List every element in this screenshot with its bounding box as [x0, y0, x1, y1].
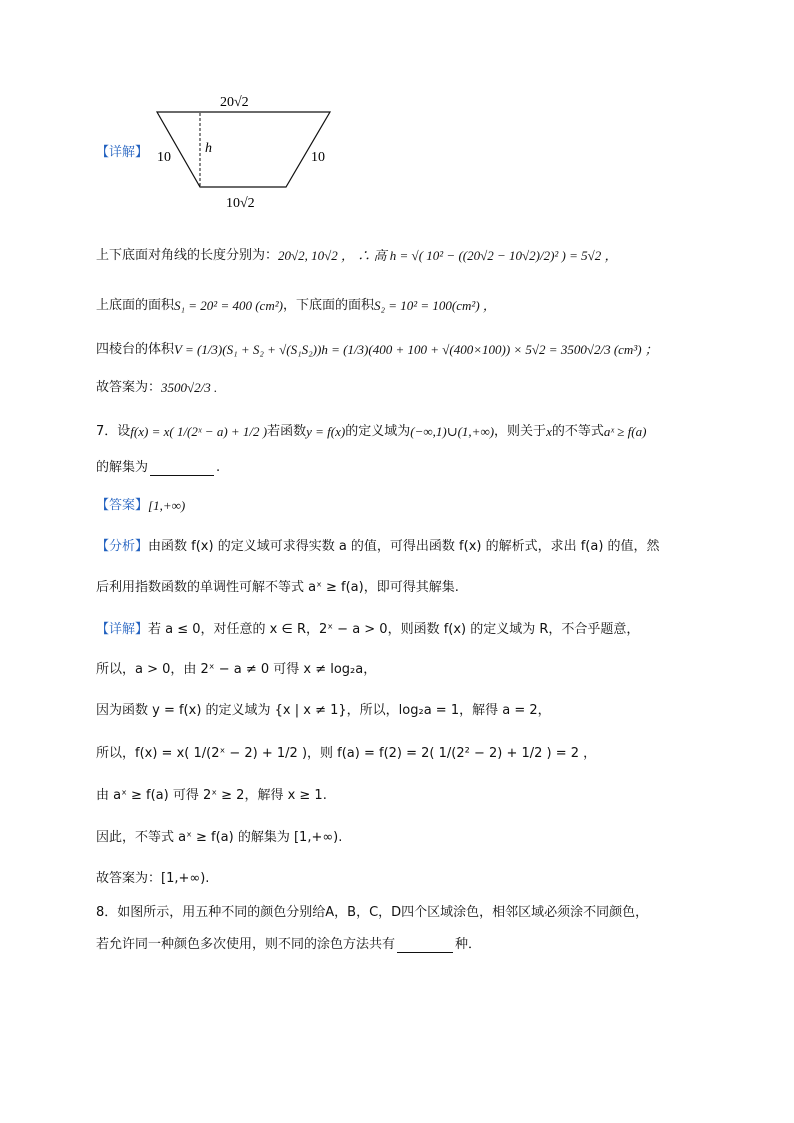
- analysis-line-2: 后利用指数函数的单调性可解不等式 aˣ ≥ f(a)，即可得其解集.: [96, 580, 459, 595]
- answer-line-6: 故答案为： 3500√2/3 .: [96, 380, 218, 395]
- detail-line-3: 因为函数 y = f(x) 的定义域为 {x | x ≠ 1}，所以，log₂a = 1，解得 a = 2，: [96, 703, 551, 718]
- answer-blank-8: [397, 938, 453, 953]
- right-leg-label: 10: [311, 150, 325, 165]
- problem-8-line-1: 8．如图所示，用五种不同的颜色分别给A，B，C，D四个区域涂色，相邻区域必须涂不同颜色，: [96, 905, 649, 920]
- detail-line-2: 所以，a > 0，由 2ˣ − a ≠ 0 可得 x ≠ log₂a，: [96, 662, 377, 677]
- trapezoid-figure: [0, 0, 794, 220]
- analysis-line-1: 【分析】 由函数 f(x) 的定义域可求得实数 a 的值，可得出函数 f(x) 的解析式，求出 f(a) 的值，然: [96, 537, 660, 557]
- detail-line-6: 因此，不等式 aˣ ≥ f(a) 的解集为 [1,+∞).: [96, 830, 343, 845]
- bottom-base-label: 10√2: [226, 196, 255, 211]
- detail-line-5: 由 aˣ ≥ f(a) 可得 2ˣ ≥ 2，解得 x ≥ 1.: [96, 788, 327, 803]
- answer-value: [1,+∞): [148, 498, 186, 513]
- volume-line: 四棱台的体积 V = (1/3)(S₁ + S₂ + √(S₁S₂))h = (1/3)(400 + 100 + √(400×100)) × 5√2 = 3500√2/3 (cm³) ；: [96, 342, 658, 357]
- trapezoid-outline: [157, 112, 330, 187]
- height-label: h: [205, 141, 212, 156]
- answer-tag: 【答案】: [96, 498, 149, 513]
- answer-blank-7: [150, 461, 214, 476]
- detail-line-4: 所以，f(x) = x( 1/(2ˣ − 2) + 1/2 )，则 f(a) = f(2) = 2( 1/(2² − 2) + 1/2 ) = 2 ，: [96, 746, 597, 761]
- answer-row-7: [96, 496, 185, 516]
- left-leg-label: 10: [157, 150, 171, 165]
- detail-line-1: 【详解】 若 a ≤ 0，对任意的 x ∈ R，2ˣ − a > 0，则函数 f(x) 的定义域为 R，不合乎题意，: [96, 620, 639, 640]
- detail-line-7: 故答案为：[1,+∞).: [96, 871, 210, 886]
- detail-tag-2: 【详解】: [96, 622, 149, 637]
- top-base-label: 20√2: [220, 95, 249, 110]
- problem-7-stem-line2: 的解集为 .: [96, 460, 221, 475]
- problem-7-stem: 7．设 f(x) = x( 1/(2ˣ − a) + 1/2 ) 若函数 y = f(x) 的定义域为 (−∞,1)∪(1,+∞) ，则关于 x 的不等式 aˣ ≥ f(a): [96, 424, 647, 439]
- diagonal-height-line: 上下底面对角线的长度分别为： 20√2, 10√2 ， ∴ 高 h = √( 10² − ((20√2 − 10√2)/2)² ) = 5√2 ，: [96, 248, 618, 263]
- base-areas-line: 上底面的面积 S₁ = 20² = 400 (cm²) ，下底面的面积 S₂ = 10² = 100(cm²) ，: [96, 298, 496, 313]
- detail-tag-1: 【详解】: [96, 145, 149, 160]
- analysis-tag: 【分析】: [96, 539, 149, 554]
- problem-8-line-2: 若允许同一种颜色多次使用，则不同的涂色方法共有 种．: [96, 937, 482, 952]
